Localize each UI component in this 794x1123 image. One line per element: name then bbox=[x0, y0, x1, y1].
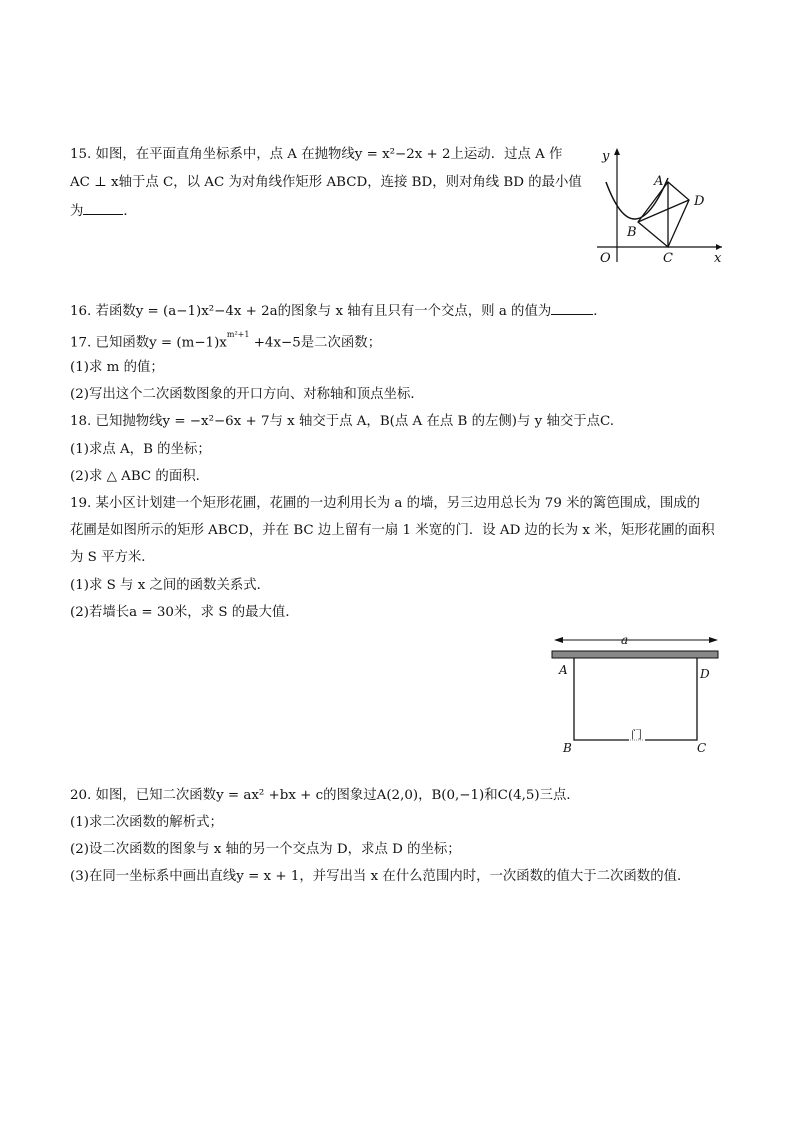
q20-part2: (2)设二次函数的图象与 x 轴的另一个交点为 D，求点 D 的坐标； bbox=[70, 842, 461, 857]
fence-right bbox=[645, 658, 697, 740]
q17-stem-post: +4x−5是二次函数； bbox=[249, 335, 382, 351]
q18-part2: (2)求 △ ABC 的面积． bbox=[70, 469, 209, 484]
label-b: B bbox=[563, 741, 572, 755]
q16-line bbox=[70, 302, 607, 321]
y-axis-arrow bbox=[614, 148, 620, 155]
q20-part3: (3)在同一坐标系中画出直线y = x + 1，并写出当 x 在什么范围内时，一次函数的值大于二次函数的值． bbox=[70, 869, 691, 884]
wall bbox=[552, 651, 718, 658]
q16-text: 16. 若函数y = (a−1)x²−4x + 2a的图象与 x 轴有且只有一个交点，则 a 的值为 bbox=[70, 304, 552, 319]
fence-left bbox=[574, 658, 629, 740]
q18-stem: 18. 已知抛物线y = −x²−6x + 7与 x 轴交于点 A，B(点 A 在点 B 的左侧)与 y 轴交于点C. bbox=[70, 414, 615, 429]
q15-figure-parabola bbox=[592, 140, 732, 270]
q15-line3-text: 为 bbox=[70, 204, 84, 219]
label-d: D bbox=[694, 194, 705, 209]
label-b: B bbox=[627, 225, 637, 240]
q20-part1: (1)求二次函数的解析式； bbox=[70, 815, 223, 830]
label-d: D bbox=[700, 667, 710, 681]
answer-blank bbox=[551, 302, 593, 315]
arrow-right bbox=[709, 637, 718, 643]
q19-part1: (1)求 S 与 x 之间的函数关系式． bbox=[70, 578, 271, 593]
answer-blank bbox=[83, 202, 123, 215]
q17-exponent: m²+1 bbox=[226, 330, 250, 339]
q18-part1: (1)求点 A，B 的坐标； bbox=[70, 442, 211, 457]
q15-line3 bbox=[70, 202, 137, 221]
label-y: y bbox=[602, 149, 610, 164]
q19-line1: 19. 某小区计划建一个矩形花圃，花圃的一边利用长为 a 的墙，另三边用总长为 79 米的篱笆围成，围成的 bbox=[70, 496, 701, 511]
q20-stem: 20. 如图，已知二次函数y = ax² +bx + c的图象过A(2,0)，B(0,−1)和C(4,5)三点． bbox=[70, 788, 580, 803]
label-o: O bbox=[600, 251, 611, 266]
q15-line2: AC ⊥ x轴于点 C，以 AC 为对角线作矩形 ABCD，连接 BD，则对角线 BD 的最小值 bbox=[70, 175, 582, 190]
q17-part1: (1)求 m 的值； bbox=[70, 360, 164, 375]
label-c: C bbox=[697, 741, 707, 755]
q17-stem bbox=[70, 330, 381, 352]
q17-stem-pre: 17. 已知函数y = (m−1)x bbox=[70, 335, 227, 351]
q19-part2: (2)若墙长a = 30米，求 S 的最大值． bbox=[70, 605, 299, 620]
q17-part2: (2)写出这个二次函数图象的开口方向、对称轴和顶点坐标． bbox=[70, 387, 424, 402]
q19-figure-garden bbox=[545, 628, 725, 758]
label-a: A bbox=[654, 174, 664, 189]
q15-line3-end: ． bbox=[123, 204, 137, 219]
arrow-left bbox=[554, 637, 563, 643]
q19-line3: 为 S 平方米． bbox=[70, 550, 155, 565]
label-x: x bbox=[714, 251, 722, 266]
x-axis-arrow bbox=[716, 244, 722, 250]
q19-line2: 花圃是如图所示的矩形 ABCD，并在 BC 边上留有一扇 1 米宽的门．设 AD 边的长为 x 米，矩形花圃的面积 bbox=[70, 523, 715, 538]
label-c: C bbox=[663, 251, 673, 266]
q15-line1: 15. 如图，在平面直角坐标系中，点 A 在抛物线y = x²−2x + 2上运动．过点 A 作 bbox=[70, 147, 563, 162]
q16-end: ． bbox=[593, 304, 607, 319]
label-a-length: a bbox=[621, 633, 629, 647]
label-door: 门 bbox=[631, 728, 642, 741]
label-a: A bbox=[559, 663, 568, 677]
